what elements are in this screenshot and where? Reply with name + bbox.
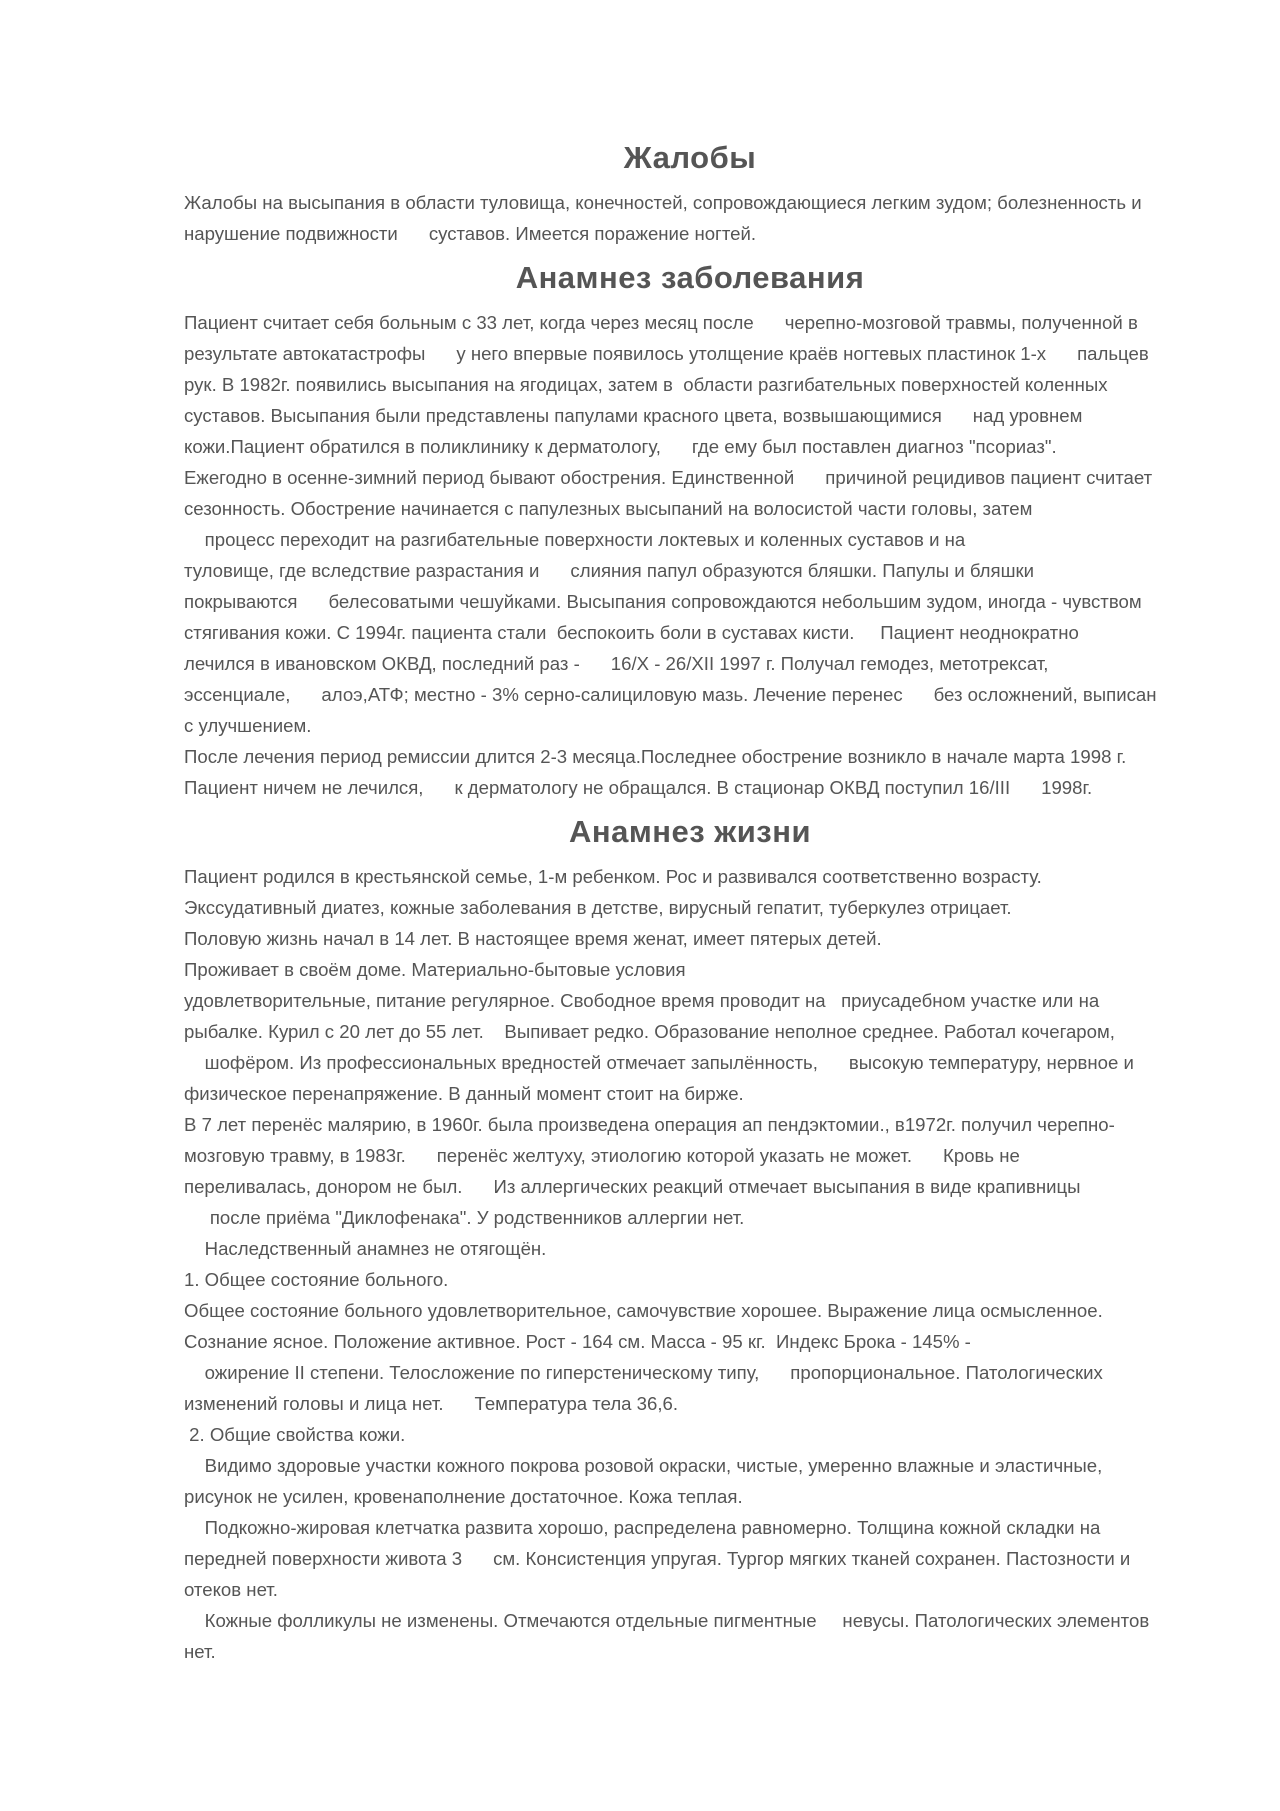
text-line: Общее состояние больного удовлетворительное, самочувствие хорошее. Выражение лица осмысленное. xyxy=(184,1300,1103,1321)
text-line: лечился в ивановском ОКВД, последний раз - 16/X - 26/XII 1997 г. Получал гемодез, метотрексат, xyxy=(184,653,1049,674)
text-line: Подкожно-жировая клетчатка развита хорошо, распределена равномерно. Толщина кожной складки на xyxy=(184,1517,1101,1538)
text-line: Пациент ничем не лечился, к дерматологу не обращался. В стационар ОКВД поступил 16/III 1998г. xyxy=(184,777,1093,798)
section-title: Жалобы xyxy=(623,140,757,175)
text-line: нарушение подвижности суставов. Имеется поражение ногтей. xyxy=(184,223,757,244)
text-line: результате автокатастрофы у него впервые появилось утолщение краёв ногтевых пластинок 1-х пальцев xyxy=(184,343,1149,364)
text-line: 2. Общие свойства кожи. xyxy=(184,1424,406,1445)
text-line: переливалась, донором не был. Из аллергических реакций отмечает высыпания в виде крапивницы xyxy=(184,1176,1081,1197)
text-line: стягивания кожи. С 1994г. пациента стали беспокоить боли в суставах кисти. Пациент неоднократно xyxy=(184,622,1079,643)
section-title: Анамнез заболевания xyxy=(515,260,865,295)
text-line: ожирение II степени. Телосложение по гиперстеническому типу, пропорциональное. Патологических xyxy=(184,1362,1103,1383)
text-line: рыбалке. Курил с 20 лет до 55 лет. Выпивает редко. Образование неполное среднее. Работал кочегаром, xyxy=(184,1021,1115,1042)
text-line: Половую жизнь начал в 14 лет. В настоящее время женат, имеет пятерых детей. xyxy=(184,928,882,949)
text-line: 1. Общее состояние больного. xyxy=(184,1269,449,1290)
text-line: суставов. Высыпания были представлены папулами красного цвета, возвышающимися над уровнем xyxy=(184,405,1083,426)
text-line: процесс переходит на разгибательные поверхности локтевых и коленных суставов и на xyxy=(184,529,966,550)
text-line: шофёром. Из профессиональных вредностей отмечает запылённость, высокую температуру, нервное и xyxy=(184,1052,1134,1073)
text-line: передней поверхности живота 3 см. Консистенция упругая. Тургор мягких тканей сохранен. Пастозности и xyxy=(184,1548,1131,1569)
text-line: В 7 лет перенёс малярию, в 1960г. была произведена операция ап пендэктомии., в1972г. получил черепно- xyxy=(184,1114,1115,1135)
text-line: с улучшением. xyxy=(184,715,312,736)
text-line: Проживает в своём доме. Материально-бытовые условия xyxy=(184,959,686,980)
section-body xyxy=(184,307,1196,803)
text-line: Ежегодно в осенне-зимний период бывают обострения. Единственной причиной рецидивов пациент считает xyxy=(184,467,1153,488)
text-line: рук. В 1982г. появились высыпания на ягодицах, затем в области разгибательных поверхностей коленных xyxy=(184,374,1108,395)
section-body xyxy=(184,861,1196,1667)
text-line: Наследственный анамнез не отягощён. xyxy=(184,1238,547,1259)
text-line: Сознание ясное. Положение активное. Рост - 164 см. Масса - 95 кг. Индекс Брока - 145% - xyxy=(184,1331,971,1352)
text-line: туловище, где вследствие разрастания и слияния папул образуются бляшки. Папулы и бляшки xyxy=(184,560,1035,581)
text-line: Пациент считает себя больным с 33 лет, когда через месяц после черепно-мозговой травмы, полученной в xyxy=(184,312,1138,333)
text-line: Экссудативный диатез, кожные заболевания в детстве, вирусный гепатит, туберкулез отрицает. xyxy=(184,897,1012,918)
text-line: Кожные фолликулы не изменены. Отмечаются отдельные пигментные невусы. Патологических элементов xyxy=(184,1610,1150,1631)
document-page xyxy=(184,135,1196,1667)
section-body xyxy=(184,187,1196,249)
text-line: физическое перенапряжение. В данный момент стоит на бирже. xyxy=(184,1083,744,1104)
text-line: кожи.Пациент обратился в поликлинику к дерматологу, где ему был поставлен диагноз "псориаз". xyxy=(184,436,1057,457)
text-line: Жалобы на высыпания в области туловища, конечностей, сопровождающиеся легким зудом; болезненность и xyxy=(184,192,1142,213)
text-line: после приёма "Диклофенака". У родственников аллергии нет. xyxy=(184,1207,745,1228)
text-line: рисунок не усилен, кровенаполнение достаточное. Кожа теплая. xyxy=(184,1486,743,1507)
text-line: эссенциале, алоэ,АТФ; местно - 3% серно-салициловую мазь. Лечение перенес без осложнений, выписан xyxy=(184,684,1157,705)
text-line: После лечения период ремиссии длится 2-3 месяца.Последнее обострение возникло в начале марта 1998 г. xyxy=(184,746,1127,767)
text-line: сезонность. Обострение начинается с папулезных высыпаний на волосистой части головы, затем xyxy=(184,498,1033,519)
text-line: нет. xyxy=(184,1641,216,1662)
text-line: покрываются белесоватыми чешуйками. Высыпания сопровождаются небольшим зудом, иногда - чувством xyxy=(184,591,1142,612)
text-line: мозговую травму, в 1983г. перенёс желтуху, этиологию которой указать не может. Кровь не xyxy=(184,1145,1020,1166)
text-line: Пациент родился в крестьянской семье, 1-м ребенком. Рос и развивался соответственно возрасту. xyxy=(184,866,1042,887)
text-line: Видимо здоровые участки кожного покрова розовой окраски, чистые, умеренно влажные и эластичные, xyxy=(184,1455,1103,1476)
text-line: удовлетворительные, питание регулярное. Свободное время проводит на приусадебном участке или на xyxy=(184,990,1100,1011)
text-line: отеков нет. xyxy=(184,1579,278,1600)
section-title: Анамнез жизни xyxy=(569,814,811,849)
text-line: изменений головы и лица нет. Температура тела 36,6. xyxy=(184,1393,679,1414)
